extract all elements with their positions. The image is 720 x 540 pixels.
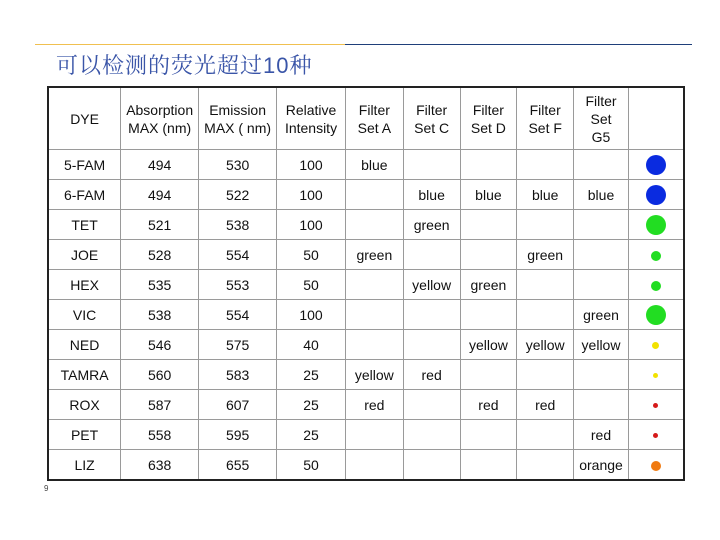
filter-f-cell: blue [517,180,574,210]
table-row [48,450,684,481]
absorption-max-cell: 560 [121,360,199,390]
filter-g5-cell: green [574,300,629,330]
relative-intensity-cell: 25 [277,420,346,450]
dye-name-cell: 6-FAM [48,180,121,210]
table-row [48,150,684,180]
header-relative-intensity [277,87,346,150]
table-row [48,210,684,240]
filter-a-cell: green [345,240,403,270]
color-dot-cell [628,420,684,450]
header-absorption-label: Absorption MAX (nm) [126,101,194,136]
filter-d-cell [460,450,517,481]
absorption-max-cell: 535 [121,270,199,300]
absorption-max-cell: 538 [121,300,199,330]
absorption-max-cell: 521 [121,210,199,240]
fluorescence-dot [653,403,658,408]
header-absorption [121,87,199,150]
color-dot-cell [628,210,684,240]
filter-f-cell [517,420,574,450]
header-filter-g5 [574,87,629,150]
emission-max-cell: 554 [199,240,277,270]
dye-table [47,86,685,481]
filter-f-cell [517,150,574,180]
header-filter-c [403,87,460,150]
table-row [48,420,684,450]
filter-f-cell [517,300,574,330]
color-dot-cell [628,450,684,481]
filter-a-cell [345,330,403,360]
filter-d-cell: green [460,270,517,300]
color-dot-cell [628,330,684,360]
fluorescence-dot [651,251,661,261]
relative-intensity-cell: 40 [277,330,346,360]
header-emission-label: Emission MAX ( nm) [204,101,272,136]
absorption-max-cell: 528 [121,240,199,270]
header-filter-g5-label: Filter Set G5 [585,92,617,145]
filter-a-cell: yellow [345,360,403,390]
header-filter-d [460,87,517,150]
color-dot-cell [628,360,684,390]
filter-g5-cell: red [574,420,629,450]
absorption-max-cell: 494 [121,150,199,180]
emission-max-cell: 575 [199,330,277,360]
relative-intensity-cell: 50 [277,450,346,481]
filter-g5-cell [574,240,629,270]
filter-g5-cell: orange [574,450,629,481]
dye-name-cell: HEX [48,270,121,300]
filter-c-cell [403,300,460,330]
dye-table-body [48,150,684,481]
filter-f-cell [517,210,574,240]
header-dye [48,87,121,150]
fluorescence-dot [646,215,666,235]
emission-max-cell: 538 [199,210,277,240]
table-row [48,270,684,300]
page-number: 9 [44,484,49,493]
header-relative-intensity-label: Relative Intensity [284,101,338,136]
filter-d-cell: blue [460,180,517,210]
filter-d-cell [460,150,517,180]
slide-title: 可以检测的荧光超过10种 [56,53,313,78]
table-row [48,300,684,330]
color-dot-cell [628,300,684,330]
emission-max-cell: 522 [199,180,277,210]
header-filter-f [517,87,574,150]
color-dot-cell [628,390,684,420]
fluorescence-dot [653,433,658,438]
filter-f-cell: green [517,240,574,270]
dye-name-cell: JOE [48,240,121,270]
filter-c-cell [403,240,460,270]
filter-d-cell [460,300,517,330]
filter-g5-cell [574,360,629,390]
table-row [48,240,684,270]
filter-g5-cell [574,390,629,420]
emission-max-cell: 583 [199,360,277,390]
fluorescence-dot [646,155,666,175]
dye-name-cell: TAMRA [48,360,121,390]
header-color-dot [628,87,684,150]
relative-intensity-cell: 100 [277,300,346,330]
filter-a-cell [345,420,403,450]
dye-name-cell: NED [48,330,121,360]
filter-c-cell: yellow [403,270,460,300]
table-header-row [48,87,684,150]
absorption-max-cell: 494 [121,180,199,210]
relative-intensity-cell: 25 [277,360,346,390]
header-emission [199,87,277,150]
absorption-max-cell: 558 [121,420,199,450]
filter-f-cell [517,270,574,300]
filter-f-cell: red [517,390,574,420]
fluorescence-dot [652,342,659,349]
relative-intensity-cell: 25 [277,390,346,420]
filter-d-cell [460,240,517,270]
fluorescence-dot [646,185,666,205]
color-dot-cell [628,180,684,210]
filter-c-cell: blue [403,180,460,210]
filter-c-cell [403,390,460,420]
table-row [48,330,684,360]
relative-intensity-cell: 50 [277,270,346,300]
filter-c-cell: red [403,360,460,390]
dye-name-cell: ROX [48,390,121,420]
filter-a-cell: red [345,390,403,420]
emission-max-cell: 655 [199,450,277,481]
dye-name-cell: TET [48,210,121,240]
filter-a-cell [345,270,403,300]
filter-a-cell [345,180,403,210]
filter-a-cell [345,450,403,481]
dye-name-cell: PET [48,420,121,450]
fluorescence-dot [653,373,658,378]
color-dot-cell [628,270,684,300]
filter-c-cell [403,150,460,180]
emission-max-cell: 595 [199,420,277,450]
filter-d-cell: yellow [460,330,517,360]
color-dot-cell [628,240,684,270]
filter-d-cell [460,420,517,450]
emission-max-cell: 554 [199,300,277,330]
fluorescence-dot [651,281,661,291]
filter-g5-cell [574,210,629,240]
relative-intensity-cell: 100 [277,180,346,210]
filter-f-cell [517,360,574,390]
dye-name-cell: LIZ [48,450,121,481]
emission-max-cell: 530 [199,150,277,180]
emission-max-cell: 553 [199,270,277,300]
relative-intensity-cell: 50 [277,240,346,270]
filter-a-cell: blue [345,150,403,180]
filter-g5-cell [574,270,629,300]
header-filter-c-label: Filter Set C [414,101,450,136]
header-filter-f-label: Filter Set F [528,101,562,136]
top-rule-gold [35,44,345,45]
relative-intensity-cell: 100 [277,150,346,180]
table-row [48,360,684,390]
dye-name-cell: VIC [48,300,121,330]
absorption-max-cell: 587 [121,390,199,420]
filter-d-cell [460,360,517,390]
filter-g5-cell [574,150,629,180]
absorption-max-cell: 638 [121,450,199,481]
table-row [48,180,684,210]
dye-name-cell: 5-FAM [48,150,121,180]
filter-d-cell: red [460,390,517,420]
emission-max-cell: 607 [199,390,277,420]
table-row [48,390,684,420]
filter-c-cell: green [403,210,460,240]
filter-c-cell [403,330,460,360]
header-filter-a-label: Filter Set A [357,101,392,136]
header-filter-d-label: Filter Set D [470,101,506,136]
absorption-max-cell: 546 [121,330,199,360]
filter-g5-cell: blue [574,180,629,210]
filter-c-cell [403,420,460,450]
filter-c-cell [403,450,460,481]
header-filter-a [345,87,403,150]
top-rule-blue [345,44,692,45]
relative-intensity-cell: 100 [277,210,346,240]
color-dot-cell [628,150,684,180]
filter-a-cell [345,210,403,240]
filter-a-cell [345,300,403,330]
filter-f-cell: yellow [517,330,574,360]
filter-g5-cell: yellow [574,330,629,360]
fluorescence-dot [651,461,661,471]
header-dye-label: DYE [70,110,99,127]
filter-d-cell [460,210,517,240]
fluorescence-dot [646,305,666,325]
filter-f-cell [517,450,574,481]
